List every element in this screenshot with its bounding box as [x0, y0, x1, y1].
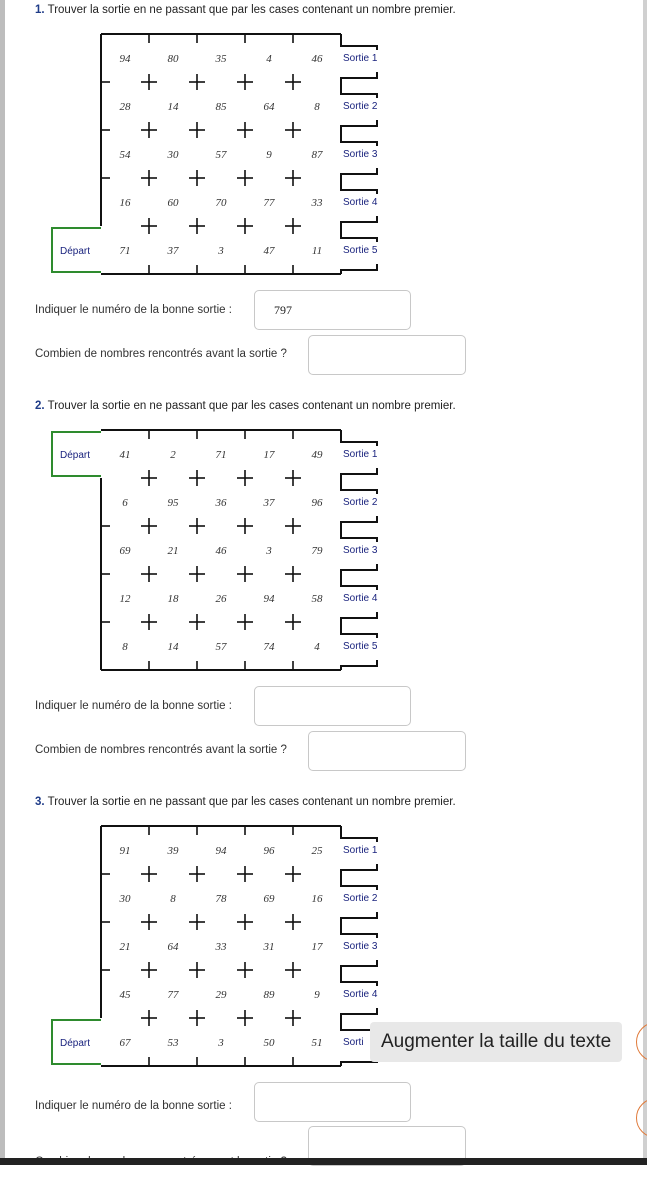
exit-label: Sortie 4: [343, 593, 378, 604]
exit-label: Sortie 5: [343, 245, 378, 256]
maze-cell-number: 30: [167, 149, 179, 161]
exercise-number: 1.: [35, 4, 45, 16]
maze-cell-number: 60: [167, 197, 179, 209]
exercise-3: [0, 792, 647, 1188]
maze-cell-number: 94: [263, 593, 275, 605]
maze-cell-number: 71: [119, 245, 131, 257]
exit-wall: [341, 34, 377, 50]
exit-label: Sortie 2: [343, 893, 378, 904]
maze-cell-number: 33: [311, 197, 323, 209]
exit-label: Sortie 4: [343, 197, 378, 208]
maze-cell-number: 21: [167, 545, 179, 557]
start-label: Départ: [60, 246, 91, 257]
maze-cell-number: 16: [311, 893, 323, 905]
exit-label: Sortie 2: [343, 101, 378, 112]
exit-wall: [341, 468, 377, 478]
exit-wall: [341, 864, 377, 874]
maze-cell-number: 79: [311, 545, 323, 557]
bottom-bar: [0, 1158, 647, 1165]
maze-cell-number: 21: [119, 941, 131, 953]
exercise-instruction: Trouver la sortie en ne passant que par les cases contenant un nombre premier.: [47, 400, 456, 412]
maze-cell-number: 77: [263, 197, 275, 209]
maze-cell-number: 46: [311, 53, 323, 65]
exit-wall: [341, 660, 377, 670]
maze-cell-number: 8: [314, 101, 320, 113]
maze-cell-number: 74: [263, 641, 275, 653]
maze-cell-number: 8: [170, 893, 176, 905]
maze-cell-number: 91: [119, 845, 131, 857]
exit-label: Sortie 5: [343, 641, 378, 652]
maze-cell-number: 16: [119, 197, 131, 209]
exit-wall: [341, 622, 377, 638]
maze-cell-number: 57: [215, 641, 227, 653]
maze-cell-number: 69: [263, 893, 275, 905]
start-label: Départ: [60, 1038, 91, 1049]
exit-label: Sortie 3: [343, 149, 378, 160]
maze-cell-number: 96: [311, 497, 323, 509]
exit-label: Sortie 1: [343, 449, 378, 460]
maze-1: [44, 22, 394, 277]
maze-cell-number: 58: [311, 593, 323, 605]
maze-3: [44, 814, 394, 1069]
exit-label: Sortie 1: [343, 53, 378, 64]
maze-cell-number: 69: [119, 545, 131, 557]
maze-cell-number: 18: [167, 593, 179, 605]
maze-cell-number: 29: [215, 989, 227, 1001]
exit-wall: [341, 168, 377, 178]
question-exit-label: Indiquer le numéro de la bonne sortie :: [35, 700, 232, 712]
maze-cell-number: 14: [167, 101, 179, 113]
exit-wall: [341, 970, 377, 986]
maze-cell-number: 17: [263, 449, 275, 461]
start-label: Départ: [60, 450, 91, 461]
maze-cell-number: 46: [215, 545, 227, 557]
maze-cell-number: 77: [167, 989, 179, 1001]
exit-wall: [341, 960, 377, 970]
maze-cell-number: 3: [218, 1037, 224, 1049]
maze-cell-number: 89: [263, 989, 275, 1001]
maze-cell-number: 3: [218, 245, 224, 257]
exit-wall: [341, 478, 377, 494]
maze-cell-number: 87: [311, 149, 323, 161]
exit-wall: [341, 826, 377, 842]
maze-cell-number: 95: [167, 497, 179, 509]
increase-text-size-tooltip: Augmenter la taille du texte: [370, 1022, 622, 1062]
maze-cell-number: 64: [263, 101, 275, 113]
maze-cell-number: 26: [215, 593, 227, 605]
maze-grid: [44, 814, 394, 1069]
maze-cell-number: 94: [215, 845, 227, 857]
count-answer-input[interactable]: [308, 731, 466, 771]
exit-label: Sortie 4: [343, 989, 378, 1000]
maze-cell-number: 31: [263, 941, 275, 953]
exit-label: Sortie 1: [343, 845, 378, 856]
maze-cell-number: 85: [215, 101, 227, 113]
maze-cell-number: 78: [215, 893, 227, 905]
maze-cell-number: 96: [263, 845, 275, 857]
exit-wall: [341, 178, 377, 194]
maze-cell-number: 64: [167, 941, 179, 953]
maze-cell-number: 17: [311, 941, 323, 953]
maze-cell-number: 28: [119, 101, 131, 113]
exercise-number: 3.: [35, 796, 45, 808]
exit-wall: [341, 1008, 377, 1018]
maze-cell-number: 9: [266, 149, 272, 161]
maze-2: [44, 418, 394, 673]
maze-grid: [44, 22, 394, 277]
maze-cell-number: 71: [215, 449, 227, 461]
maze-cell-number: 80: [167, 53, 179, 65]
exit-wall: [341, 82, 377, 98]
exit-label: Sorti: [343, 1037, 364, 1048]
maze-grid: [44, 418, 394, 673]
maze-cell-number: 51: [311, 1037, 323, 1049]
exit-wall: [341, 874, 377, 890]
exit-wall: [341, 922, 377, 938]
exercise-1: [0, 0, 647, 396]
maze-cell-number: 37: [167, 245, 179, 257]
maze-cell-number: 49: [311, 449, 323, 461]
maze-cell-number: 12: [119, 593, 131, 605]
exercise-2: [0, 396, 647, 792]
question-count-label: Combien de nombres rencontrés avant la sortie ?: [35, 744, 287, 756]
exit-wall: [341, 264, 377, 274]
question-exit-label: Indiquer le numéro de la bonne sortie :: [35, 1100, 232, 1112]
maze-cell-number: 67: [119, 1037, 131, 1049]
maze-cell-number: 25: [311, 845, 323, 857]
maze-cell-number: 4: [314, 641, 320, 653]
exit-wall: [341, 120, 377, 130]
exit-label: Sortie 2: [343, 497, 378, 508]
maze-cell-number: 9: [314, 989, 320, 1001]
question-count-label: Combien de nombres rencontrés avant la sortie ?: [35, 348, 287, 360]
maze-cell-number: 50: [263, 1037, 275, 1049]
exit-wall: [341, 612, 377, 622]
maze-cell-number: 37: [263, 497, 275, 509]
maze-cell-number: 4: [266, 53, 272, 65]
question-exit-label: Indiquer le numéro de la bonne sortie :: [35, 304, 232, 316]
maze-cell-number: 45: [119, 989, 131, 1001]
exit-wall: [341, 912, 377, 922]
maze-cell-number: 54: [119, 149, 131, 161]
exercise-instruction: Trouver la sortie en ne passant que par les cases contenant un nombre premier.: [47, 796, 456, 808]
exercise-3-title: [35, 796, 456, 808]
maze-cell-number: 36: [215, 497, 227, 509]
maze-cell-number: 70: [215, 197, 227, 209]
maze-cell-number: 33: [215, 941, 227, 953]
exit-wall: [341, 574, 377, 590]
exit-wall: [341, 130, 377, 146]
exit-wall: [341, 226, 377, 242]
exit-wall: [341, 72, 377, 82]
exit-wall: [341, 430, 377, 446]
maze-cell-number: 94: [119, 53, 131, 65]
maze-cell-number: 39: [167, 845, 179, 857]
count-answer-input[interactable]: [308, 335, 466, 375]
exit-answer-input[interactable]: [254, 686, 411, 726]
exercise-2-title: [35, 400, 456, 412]
exit-wall: [341, 216, 377, 226]
exit-wall: [341, 526, 377, 542]
maze-cell-number: 41: [119, 449, 131, 461]
exercise-number: 2.: [35, 400, 45, 412]
exercise-instruction: Trouver la sortie en ne passant que par les cases contenant un nombre premier.: [47, 4, 456, 16]
maze-cell-number: 2: [170, 449, 176, 461]
exercise-1-title: [35, 4, 456, 16]
exit-answer-input[interactable]: 797: [254, 290, 411, 330]
maze-cell-number: 8: [122, 641, 128, 653]
maze-cell-number: 30: [119, 893, 131, 905]
maze-cell-number: 47: [263, 245, 275, 257]
exit-answer-input[interactable]: [254, 1082, 411, 1122]
exit-wall: [341, 564, 377, 574]
maze-cell-number: 11: [311, 245, 323, 257]
maze-cell-number: 14: [167, 641, 179, 653]
maze-cell-number: 57: [215, 149, 227, 161]
exit-label: Sortie 3: [343, 545, 378, 556]
maze-cell-number: 53: [167, 1037, 179, 1049]
maze-cell-number: 3: [266, 545, 272, 557]
exit-label: Sortie 3: [343, 941, 378, 952]
exit-wall: [341, 516, 377, 526]
maze-cell-number: 6: [122, 497, 128, 509]
maze-cell-number: 35: [215, 53, 227, 65]
